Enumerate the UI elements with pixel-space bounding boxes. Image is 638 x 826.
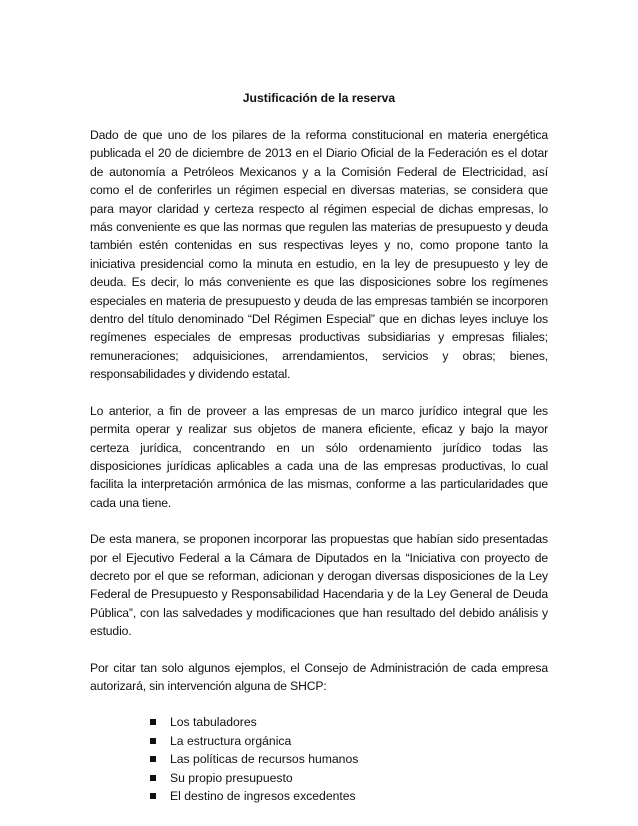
list-item-text: Los tabuladores xyxy=(170,715,257,730)
list-item xyxy=(148,769,548,787)
square-bullet-icon xyxy=(150,793,156,799)
paragraph-2: Lo anterior, a fin de proveer a las empresas de un marco jurídico integral que les permita operar y realizar sus objetos de manera eficiente, eficaz y bajo la mayor certeza jurídica, concentrando en un sólo ordenamiento jurídico todas las disposiciones jurídicas aplicables a cada una de las empresas productivas, lo cual facilita la interpretación armónica de las mismas, conforme a las particularidades que cada una tiene. xyxy=(90,403,548,510)
list-item-text: El destino de ingresos excedentes xyxy=(170,789,356,803)
list-item xyxy=(148,713,548,731)
list-item-text: Las políticas de recursos humanos xyxy=(170,752,359,767)
bullet-list xyxy=(90,713,548,805)
paragraph-3: De esta manera, se proponen incorporar las propuestas que habían sido presentadas por el Ejecutivo Federal a la Cámara de Diputados en la “Iniciativa con proyecto de decreto por el que se reforman, adicionan y derogan diversas disposiciones de la Ley Federal de Presupuesto y Responsabilidad Hacendaria y de la Ley General de Deuda Pública”, con las salvedades y modificaciones que han resultado del debido análisis y estudio. xyxy=(90,532,548,639)
square-bullet-icon xyxy=(150,738,156,744)
square-bullet-icon xyxy=(150,756,156,762)
list-item xyxy=(148,787,548,805)
list-item xyxy=(148,732,548,750)
square-bullet-icon xyxy=(150,719,156,725)
document-page xyxy=(90,90,548,805)
paragraph-1: Dado de que uno de los pilares de la reforma constitucional en materia energética publicada el 20 de diciembre de 2013 en el Diario Oficial de la Federación es el dotar de autonomía a Petróleos Mexicanos y a la Comisión Federal de Electricidad, así como el de conferirles un régimen especial en diversas materias, se considera que para mayor claridad y certeza respecto al régimen especial de dichas empresas, lo más conveniente es que las normas que regulen las materias de presupuesto y deuda también estén contenidas en sus respectivas leyes y no, como propone tanto la iniciativa presidencial como la minuta en estudio, en la ley de presupuesto y ley de deuda. Es decir, lo más conveniente es que las disposiciones sobre los regímenes especiales en materia de presupuesto y deuda de las empresas también se incorporen dentro del título denominado “Del Régimen Especial” que en dichas leyes incluye los regímenes especiales de empresas productivas subsidiarias y empresas filiales; remuneraciones; adquisiciones, arrendamientos, servicios y obras; bienes, responsabilidades y dividendo estatal. xyxy=(90,128,548,382)
list-item xyxy=(148,750,548,768)
list-item-text: La estructura orgánica xyxy=(170,733,292,748)
square-bullet-icon xyxy=(150,775,156,781)
paragraph-4: Por citar tan solo algunos ejemplos, el Consejo de Administración de cada empresa autorizará, sin intervención alguna de SHCP: xyxy=(90,660,548,693)
list-item-text: Su propio presupuesto xyxy=(170,770,293,785)
document-title: Justificación de la reserva xyxy=(242,91,396,105)
